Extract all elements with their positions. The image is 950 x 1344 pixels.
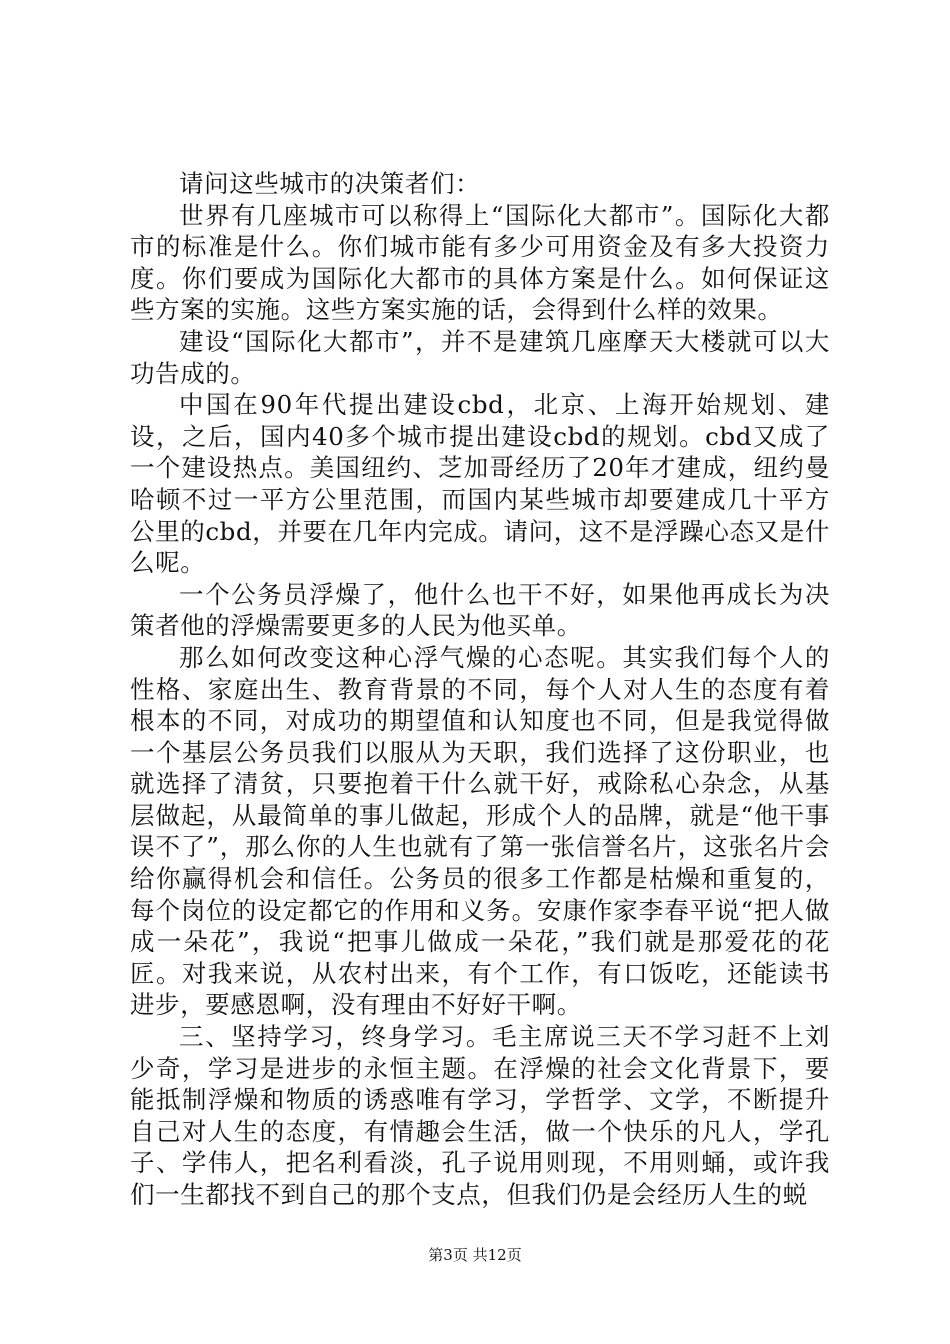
paragraph: 请问这些城市的决策者们：	[179, 169, 481, 198]
paragraph: 那么如何改变这种心浮气燥的心态呢。其实我们每个人的性格、家庭出生、教育背景的不同，每个人对人生的态度有着根本的不同，对成功的期望值和认知度也不同，但是我觉得做一个基层公务员我们以服从为天职，我们选择了这份职业，也就选择了清贫，只要抱着干什么就干好，戒除私心杂念，从基层做起，从最简单的事儿做起，形成个人的品牌，就是“他干事误不了”，那么你的人生也就有了第一张信誉名片，这张名片会给你赢得机会和信任。公务员的很多工作都是枯燥和重复的，每个岗位的设定都它的作用和义务。安康作家李春平说“把人做成一朵花”，我说“把事儿做成一朵花，”我们就是那爱花的花匠。对我来说，从农村出来，有个工作，有口饭吃，还能读书进步，要感恩啊，没有理由不好好干啊。	[130, 642, 830, 1020]
paragraph: 世界有几座城市可以称得上“国际化大都市”。国际化大都市的标准是什么。你们城市能有多少可用资金及有多大投资力度。你们要成为国际化大都市的具体方案是什么。如何保证这些方案的实施。这些方案实施的话，会得到什么样的效果。	[130, 200, 830, 325]
paragraph: 一个公务员浮燥了，他什么也干不好，如果他再成长为决策者他的浮燥需要更多的人民为他买单。	[130, 579, 830, 641]
paragraph: 三、坚持学习，终身学习。毛主席说三天不学习赶不上刘少奇，学习是进步的永恒主题。在浮燥的社会文化背景下，要能抵制浮燥和物质的诱惑唯有学习，学哲学、文学，不断提升自己对人生的态度，有情趣会生活，做一个快乐的凡人，学孔子、学伟人，把名利看淡，孔子说用则现，不用则蛹，或许我们一生都找不到自己的那个支点，但我们仍是会经历人生的蜕	[130, 1022, 830, 1209]
document-body	[130, 168, 830, 1211]
paragraph: 建设“国际化大都市”，并不是建筑几座摩天大楼就可以大功告成的。	[130, 326, 830, 388]
page-number-footer: 第3页 共12页	[428, 1246, 522, 1264]
paragraph: 中国在90年代提出建设cbd，北京、上海开始规划、建设，之后，国内40多个城市提出建设cbd的规划。cbd又成了一个建设热点。美国纽约、芝加哥经历了20年才建成，纽约曼哈顿不过一平方公里范围，而国内某些城市却要建成几十平方公里的cbd，并要在几年内完成。请问，这不是浮躁心态又是什么呢。	[130, 390, 830, 578]
